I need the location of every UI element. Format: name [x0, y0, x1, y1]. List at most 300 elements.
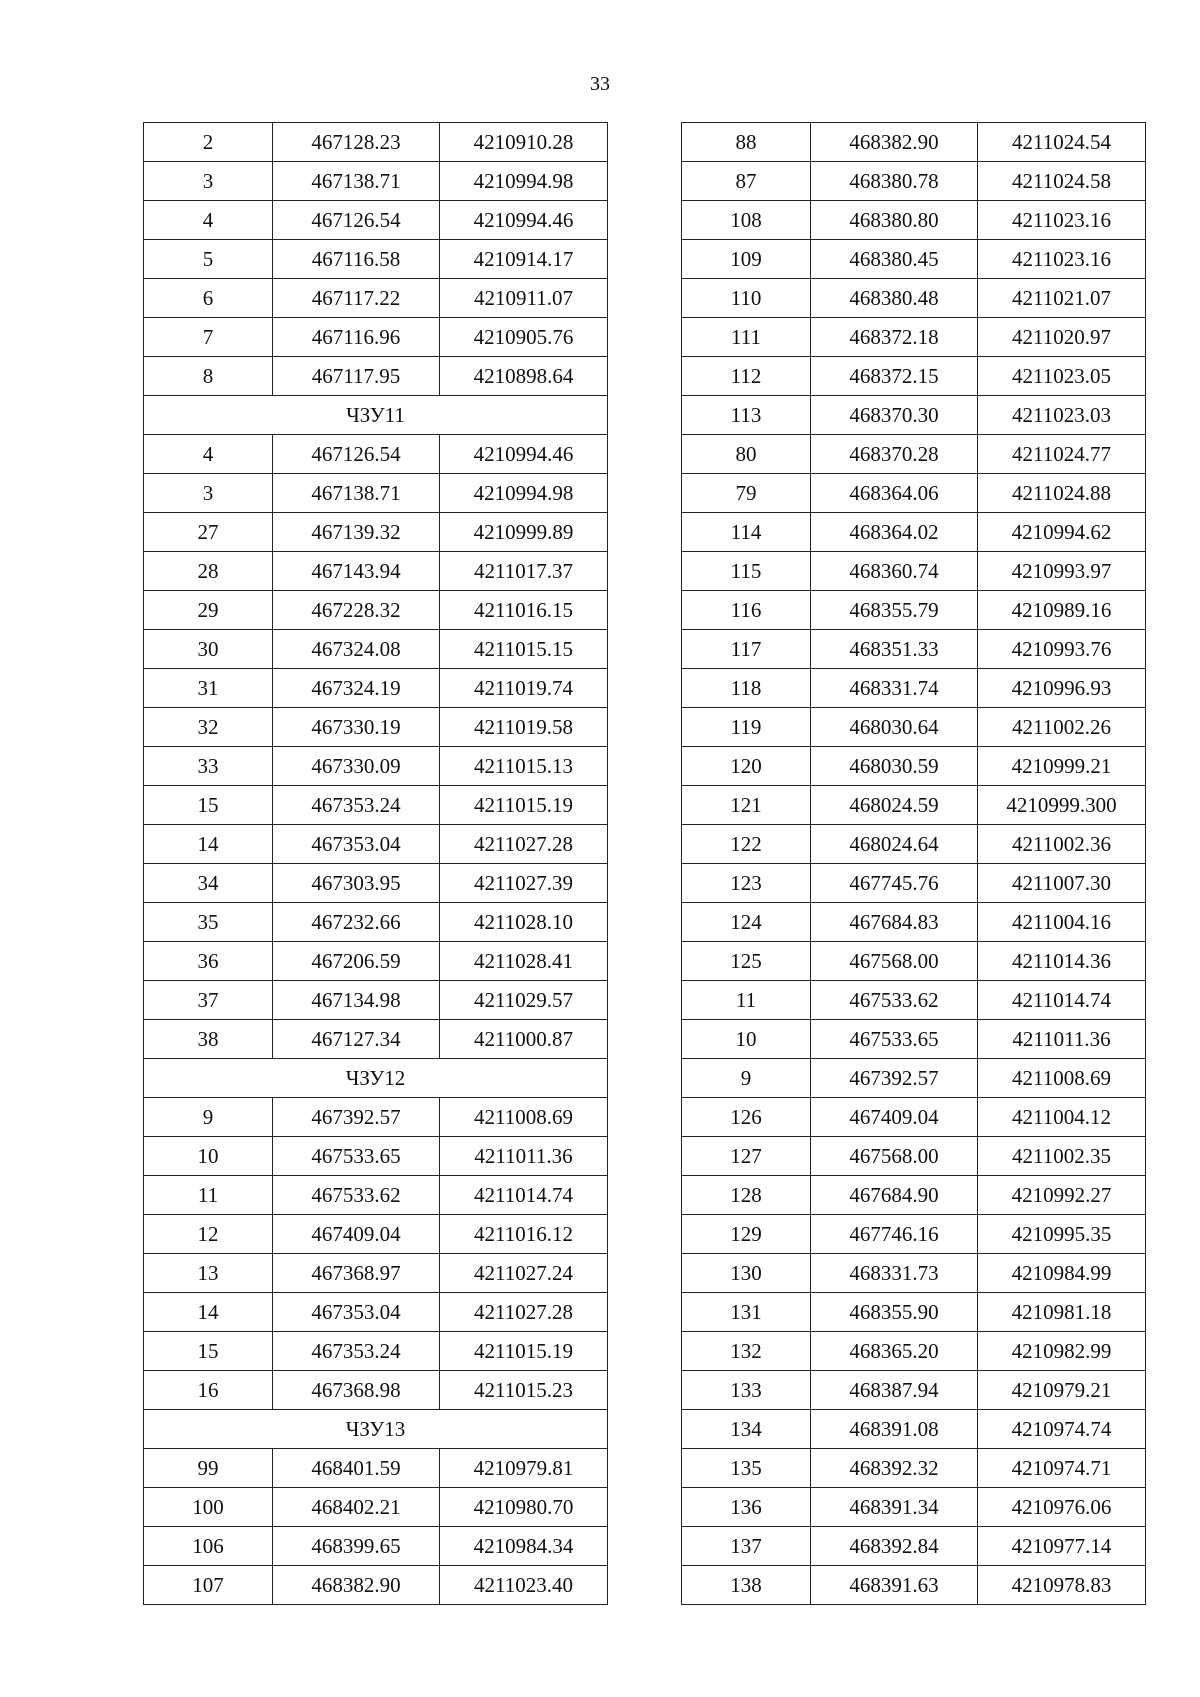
point-number-cell: 14 [144, 1293, 273, 1332]
y-coordinate-cell: 4211024.58 [978, 162, 1146, 201]
point-number-cell: 5 [144, 240, 273, 279]
point-number-cell: 32 [144, 708, 273, 747]
x-coordinate-cell: 467232.66 [273, 903, 440, 942]
table-row [144, 318, 608, 357]
point-number-cell: 113 [682, 396, 811, 435]
y-coordinate-cell: 4211023.16 [978, 240, 1146, 279]
table-row [682, 1098, 1146, 1137]
table-row [144, 162, 608, 201]
table-row [682, 1020, 1146, 1059]
y-coordinate-cell: 4210979.81 [440, 1449, 608, 1488]
table-row [682, 279, 1146, 318]
point-number-cell: 131 [682, 1293, 811, 1332]
point-number-cell: 100 [144, 1488, 273, 1527]
point-number-cell: 124 [682, 903, 811, 942]
table-row [144, 1332, 608, 1371]
point-number-cell: 33 [144, 747, 273, 786]
point-number-cell: 7 [144, 318, 273, 357]
point-number-cell: 130 [682, 1254, 811, 1293]
point-number-cell: 29 [144, 591, 273, 630]
point-number-cell: 10 [682, 1020, 811, 1059]
table-row [682, 1137, 1146, 1176]
y-coordinate-cell: 4210994.62 [978, 513, 1146, 552]
table-row [144, 1098, 608, 1137]
x-coordinate-cell: 467126.54 [273, 435, 440, 474]
table-row [682, 903, 1146, 942]
point-number-cell: 115 [682, 552, 811, 591]
table-row [144, 591, 608, 630]
y-coordinate-cell: 4211008.69 [440, 1098, 608, 1137]
point-number-cell: 108 [682, 201, 811, 240]
point-number-cell: 112 [682, 357, 811, 396]
x-coordinate-cell: 468372.15 [811, 357, 978, 396]
table-row [144, 669, 608, 708]
x-coordinate-cell: 467533.62 [811, 981, 978, 1020]
y-coordinate-cell: 4211019.58 [440, 708, 608, 747]
table-row [144, 201, 608, 240]
y-coordinate-cell: 4211015.15 [440, 630, 608, 669]
table-row [682, 1371, 1146, 1410]
x-coordinate-cell: 468392.84 [811, 1527, 978, 1566]
y-coordinate-cell: 4210994.98 [440, 474, 608, 513]
point-number-cell: 35 [144, 903, 273, 942]
y-coordinate-cell: 4211017.37 [440, 552, 608, 591]
y-coordinate-cell: 4211023.03 [978, 396, 1146, 435]
x-coordinate-cell: 467303.95 [273, 864, 440, 903]
x-coordinate-cell: 467117.22 [273, 279, 440, 318]
table-row [144, 279, 608, 318]
y-coordinate-cell: 4210979.21 [978, 1371, 1146, 1410]
y-coordinate-cell: 4211019.74 [440, 669, 608, 708]
y-coordinate-cell: 4210993.76 [978, 630, 1146, 669]
point-number-cell: 11 [682, 981, 811, 1020]
point-number-cell: 120 [682, 747, 811, 786]
y-coordinate-cell: 4211016.12 [440, 1215, 608, 1254]
table-row [682, 786, 1146, 825]
point-number-cell: 3 [144, 474, 273, 513]
table-row [144, 747, 608, 786]
y-coordinate-cell: 4211020.97 [978, 318, 1146, 357]
table-row [682, 942, 1146, 981]
y-coordinate-cell: 4211008.69 [978, 1059, 1146, 1098]
point-number-cell: 6 [144, 279, 273, 318]
table-row [144, 864, 608, 903]
y-coordinate-cell: 4211015.19 [440, 1332, 608, 1371]
table-row [682, 825, 1146, 864]
table-row [682, 513, 1146, 552]
x-coordinate-cell: 468351.33 [811, 630, 978, 669]
table-row [144, 435, 608, 474]
x-coordinate-cell: 468380.80 [811, 201, 978, 240]
section-heading: ЧЗУ13 [144, 1410, 608, 1449]
y-coordinate-cell: 4211029.57 [440, 981, 608, 1020]
y-coordinate-cell: 4210989.16 [978, 591, 1146, 630]
y-coordinate-cell: 4210996.93 [978, 669, 1146, 708]
y-coordinate-cell: 4211027.28 [440, 825, 608, 864]
point-number-cell: 30 [144, 630, 273, 669]
x-coordinate-cell: 468391.08 [811, 1410, 978, 1449]
point-number-cell: 38 [144, 1020, 273, 1059]
point-number-cell: 138 [682, 1566, 811, 1605]
table-row [682, 1488, 1146, 1527]
point-number-cell: 4 [144, 435, 273, 474]
y-coordinate-cell: 4211011.36 [978, 1020, 1146, 1059]
y-coordinate-cell: 4211002.36 [978, 825, 1146, 864]
x-coordinate-cell: 468380.45 [811, 240, 978, 279]
y-coordinate-cell: 4211024.88 [978, 474, 1146, 513]
point-number-cell: 123 [682, 864, 811, 903]
y-coordinate-cell: 4211015.23 [440, 1371, 608, 1410]
y-coordinate-cell: 4211011.36 [440, 1137, 608, 1176]
table-row [144, 942, 608, 981]
x-coordinate-cell: 468401.59 [273, 1449, 440, 1488]
point-number-cell: 31 [144, 669, 273, 708]
y-coordinate-cell: 4210993.97 [978, 552, 1146, 591]
table-row [682, 240, 1146, 279]
point-number-cell: 9 [144, 1098, 273, 1137]
section-heading: ЧЗУ11 [144, 396, 608, 435]
table-row [682, 1215, 1146, 1254]
y-coordinate-cell: 4211004.12 [978, 1098, 1146, 1137]
table-row [682, 1566, 1146, 1605]
y-coordinate-cell: 4211024.54 [978, 123, 1146, 162]
table-row [144, 1449, 608, 1488]
point-number-cell: 15 [144, 786, 273, 825]
x-coordinate-cell: 468331.74 [811, 669, 978, 708]
table-row [682, 1254, 1146, 1293]
x-coordinate-cell: 467134.98 [273, 981, 440, 1020]
x-coordinate-cell: 467533.65 [273, 1137, 440, 1176]
point-number-cell: 134 [682, 1410, 811, 1449]
point-number-cell: 16 [144, 1371, 273, 1410]
y-coordinate-cell: 4211028.41 [440, 942, 608, 981]
table-row [144, 1215, 608, 1254]
table-row [682, 591, 1146, 630]
point-number-cell: 27 [144, 513, 273, 552]
x-coordinate-cell: 467353.04 [273, 1293, 440, 1332]
point-number-cell: 129 [682, 1215, 811, 1254]
y-coordinate-cell: 4211014.36 [978, 942, 1146, 981]
point-number-cell: 109 [682, 240, 811, 279]
point-number-cell: 137 [682, 1527, 811, 1566]
table-row [144, 708, 608, 747]
x-coordinate-cell: 467353.24 [273, 1332, 440, 1371]
x-coordinate-cell: 467116.58 [273, 240, 440, 279]
x-coordinate-cell: 468024.64 [811, 825, 978, 864]
coordinates-table-left [143, 122, 608, 1605]
y-coordinate-cell: 4211000.87 [440, 1020, 608, 1059]
y-coordinate-cell: 4210911.07 [440, 279, 608, 318]
x-coordinate-cell: 468030.59 [811, 747, 978, 786]
point-number-cell: 127 [682, 1137, 811, 1176]
x-coordinate-cell: 468387.94 [811, 1371, 978, 1410]
table-row [682, 1176, 1146, 1215]
x-coordinate-cell: 468392.32 [811, 1449, 978, 1488]
table-row [682, 396, 1146, 435]
y-coordinate-cell: 4210980.70 [440, 1488, 608, 1527]
x-coordinate-cell: 467117.95 [273, 357, 440, 396]
y-coordinate-cell: 4210910.28 [440, 123, 608, 162]
x-coordinate-cell: 467409.04 [811, 1098, 978, 1137]
table-row [682, 1332, 1146, 1371]
y-coordinate-cell: 4211028.10 [440, 903, 608, 942]
y-coordinate-cell: 4211015.19 [440, 786, 608, 825]
table-row [144, 1566, 608, 1605]
point-number-cell: 118 [682, 669, 811, 708]
table-row [144, 1137, 608, 1176]
section-heading-row [144, 1059, 608, 1098]
x-coordinate-cell: 467353.04 [273, 825, 440, 864]
section-heading-row [144, 1410, 608, 1449]
x-coordinate-cell: 467745.76 [811, 864, 978, 903]
table-row [144, 1293, 608, 1332]
point-number-cell: 2 [144, 123, 273, 162]
point-number-cell: 125 [682, 942, 811, 981]
point-number-cell: 121 [682, 786, 811, 825]
x-coordinate-cell: 467138.71 [273, 474, 440, 513]
x-coordinate-cell: 467368.98 [273, 1371, 440, 1410]
y-coordinate-cell: 4211023.05 [978, 357, 1146, 396]
x-coordinate-cell: 468370.28 [811, 435, 978, 474]
table-row [682, 708, 1146, 747]
point-number-cell: 87 [682, 162, 811, 201]
table-row [682, 1527, 1146, 1566]
table-row [682, 435, 1146, 474]
y-coordinate-cell: 4210976.06 [978, 1488, 1146, 1527]
table-row [144, 1371, 608, 1410]
point-number-cell: 4 [144, 201, 273, 240]
point-number-cell: 107 [144, 1566, 273, 1605]
x-coordinate-cell: 467330.19 [273, 708, 440, 747]
x-coordinate-cell: 468355.90 [811, 1293, 978, 1332]
x-coordinate-cell: 468372.18 [811, 318, 978, 357]
table-row [682, 357, 1146, 396]
point-number-cell: 126 [682, 1098, 811, 1137]
table-row [682, 318, 1146, 357]
y-coordinate-cell: 4210994.46 [440, 435, 608, 474]
point-number-cell: 12 [144, 1215, 273, 1254]
x-coordinate-cell: 468364.02 [811, 513, 978, 552]
point-number-cell: 135 [682, 1449, 811, 1488]
table-row [144, 474, 608, 513]
table-row [144, 630, 608, 669]
point-number-cell: 106 [144, 1527, 273, 1566]
point-number-cell: 79 [682, 474, 811, 513]
x-coordinate-cell: 467128.23 [273, 123, 440, 162]
table-row [144, 981, 608, 1020]
x-coordinate-cell: 468382.90 [273, 1566, 440, 1605]
table-row [144, 240, 608, 279]
point-number-cell: 128 [682, 1176, 811, 1215]
section-heading: ЧЗУ12 [144, 1059, 608, 1098]
point-number-cell: 28 [144, 552, 273, 591]
point-number-cell: 37 [144, 981, 273, 1020]
point-number-cell: 116 [682, 591, 811, 630]
table-row [144, 903, 608, 942]
table-row [682, 474, 1146, 513]
x-coordinate-cell: 467409.04 [273, 1215, 440, 1254]
table-row [144, 1488, 608, 1527]
table-row [144, 513, 608, 552]
x-coordinate-cell: 467143.94 [273, 552, 440, 591]
x-coordinate-cell: 468365.20 [811, 1332, 978, 1371]
x-coordinate-cell: 467746.16 [811, 1215, 978, 1254]
table-row [682, 1449, 1146, 1488]
point-number-cell: 111 [682, 318, 811, 357]
x-coordinate-cell: 467228.32 [273, 591, 440, 630]
x-coordinate-cell: 467368.97 [273, 1254, 440, 1293]
y-coordinate-cell: 4211004.16 [978, 903, 1146, 942]
x-coordinate-cell: 467533.62 [273, 1176, 440, 1215]
x-coordinate-cell: 468360.74 [811, 552, 978, 591]
point-number-cell: 136 [682, 1488, 811, 1527]
point-number-cell: 9 [682, 1059, 811, 1098]
x-coordinate-cell: 467116.96 [273, 318, 440, 357]
table-row [682, 669, 1146, 708]
point-number-cell: 88 [682, 123, 811, 162]
y-coordinate-cell: 4210981.18 [978, 1293, 1146, 1332]
coordinates-table-right [681, 122, 1146, 1605]
table-row [682, 630, 1146, 669]
y-coordinate-cell: 4210984.34 [440, 1527, 608, 1566]
point-number-cell: 15 [144, 1332, 273, 1371]
x-coordinate-cell: 467568.00 [811, 942, 978, 981]
table-row [144, 552, 608, 591]
point-number-cell: 117 [682, 630, 811, 669]
y-coordinate-cell: 4210994.46 [440, 201, 608, 240]
x-coordinate-cell: 468024.59 [811, 786, 978, 825]
point-number-cell: 80 [682, 435, 811, 474]
y-coordinate-cell: 4210905.76 [440, 318, 608, 357]
x-coordinate-cell: 468391.34 [811, 1488, 978, 1527]
x-coordinate-cell: 467684.90 [811, 1176, 978, 1215]
y-coordinate-cell: 4210898.64 [440, 357, 608, 396]
point-number-cell: 114 [682, 513, 811, 552]
y-coordinate-cell: 4211007.30 [978, 864, 1146, 903]
y-coordinate-cell: 4210994.98 [440, 162, 608, 201]
x-coordinate-cell: 468370.30 [811, 396, 978, 435]
page-number: 33 [590, 73, 610, 95]
table-row [682, 747, 1146, 786]
x-coordinate-cell: 468391.63 [811, 1566, 978, 1605]
y-coordinate-cell: 4211014.74 [440, 1176, 608, 1215]
y-coordinate-cell: 4210992.27 [978, 1176, 1146, 1215]
table-row [144, 123, 608, 162]
table-row [682, 201, 1146, 240]
y-coordinate-cell: 4211027.28 [440, 1293, 608, 1332]
y-coordinate-cell: 4211021.07 [978, 279, 1146, 318]
y-coordinate-cell: 4210914.17 [440, 240, 608, 279]
table-row [144, 825, 608, 864]
point-number-cell: 110 [682, 279, 811, 318]
y-coordinate-cell: 4210977.14 [978, 1527, 1146, 1566]
point-number-cell: 13 [144, 1254, 273, 1293]
table-row [144, 357, 608, 396]
point-number-cell: 34 [144, 864, 273, 903]
point-number-cell: 99 [144, 1449, 273, 1488]
point-number-cell: 14 [144, 825, 273, 864]
y-coordinate-cell: 4210974.74 [978, 1410, 1146, 1449]
point-number-cell: 122 [682, 825, 811, 864]
y-coordinate-cell: 4210995.35 [978, 1215, 1146, 1254]
y-coordinate-cell: 4211027.39 [440, 864, 608, 903]
table-row [682, 1410, 1146, 1449]
x-coordinate-cell: 468382.90 [811, 123, 978, 162]
x-coordinate-cell: 468364.06 [811, 474, 978, 513]
x-coordinate-cell: 468402.21 [273, 1488, 440, 1527]
y-coordinate-cell: 4211027.24 [440, 1254, 608, 1293]
table-row [682, 552, 1146, 591]
y-coordinate-cell: 4210999.89 [440, 513, 608, 552]
point-number-cell: 36 [144, 942, 273, 981]
point-number-cell: 3 [144, 162, 273, 201]
table-row [682, 864, 1146, 903]
y-coordinate-cell: 4211023.40 [440, 1566, 608, 1605]
y-coordinate-cell: 4210978.83 [978, 1566, 1146, 1605]
x-coordinate-cell: 467330.09 [273, 747, 440, 786]
x-coordinate-cell: 467126.54 [273, 201, 440, 240]
table-row [144, 1527, 608, 1566]
y-coordinate-cell: 4210974.71 [978, 1449, 1146, 1488]
x-coordinate-cell: 468380.78 [811, 162, 978, 201]
y-coordinate-cell: 4210984.99 [978, 1254, 1146, 1293]
x-coordinate-cell: 467533.65 [811, 1020, 978, 1059]
point-number-cell: 119 [682, 708, 811, 747]
x-coordinate-cell: 468355.79 [811, 591, 978, 630]
y-coordinate-cell: 4211023.16 [978, 201, 1146, 240]
y-coordinate-cell: 4211024.77 [978, 435, 1146, 474]
table-row [682, 1059, 1146, 1098]
y-coordinate-cell: 4211002.35 [978, 1137, 1146, 1176]
x-coordinate-cell: 468331.73 [811, 1254, 978, 1293]
x-coordinate-cell: 468380.48 [811, 279, 978, 318]
x-coordinate-cell: 467138.71 [273, 162, 440, 201]
y-coordinate-cell: 4211016.15 [440, 591, 608, 630]
table-row [682, 1293, 1146, 1332]
x-coordinate-cell: 467206.59 [273, 942, 440, 981]
y-coordinate-cell: 4211002.26 [978, 708, 1146, 747]
section-heading-row [144, 396, 608, 435]
x-coordinate-cell: 467127.34 [273, 1020, 440, 1059]
x-coordinate-cell: 467324.08 [273, 630, 440, 669]
table-row [144, 1254, 608, 1293]
table-row [144, 1020, 608, 1059]
point-number-cell: 132 [682, 1332, 811, 1371]
y-coordinate-cell: 4210982.99 [978, 1332, 1146, 1371]
table-row [144, 786, 608, 825]
x-coordinate-cell: 467568.00 [811, 1137, 978, 1176]
x-coordinate-cell: 468030.64 [811, 708, 978, 747]
table-row [682, 162, 1146, 201]
point-number-cell: 10 [144, 1137, 273, 1176]
x-coordinate-cell: 467353.24 [273, 786, 440, 825]
x-coordinate-cell: 467684.83 [811, 903, 978, 942]
point-number-cell: 133 [682, 1371, 811, 1410]
y-coordinate-cell: 4210999.300 [978, 786, 1146, 825]
table-row [682, 981, 1146, 1020]
y-coordinate-cell: 4210999.21 [978, 747, 1146, 786]
x-coordinate-cell: 467139.32 [273, 513, 440, 552]
point-number-cell: 8 [144, 357, 273, 396]
x-coordinate-cell: 467392.57 [811, 1059, 978, 1098]
x-coordinate-cell: 467324.19 [273, 669, 440, 708]
x-coordinate-cell: 468399.65 [273, 1527, 440, 1566]
y-coordinate-cell: 4211015.13 [440, 747, 608, 786]
table-row [144, 1176, 608, 1215]
x-coordinate-cell: 467392.57 [273, 1098, 440, 1137]
y-coordinate-cell: 4211014.74 [978, 981, 1146, 1020]
table-row [682, 123, 1146, 162]
